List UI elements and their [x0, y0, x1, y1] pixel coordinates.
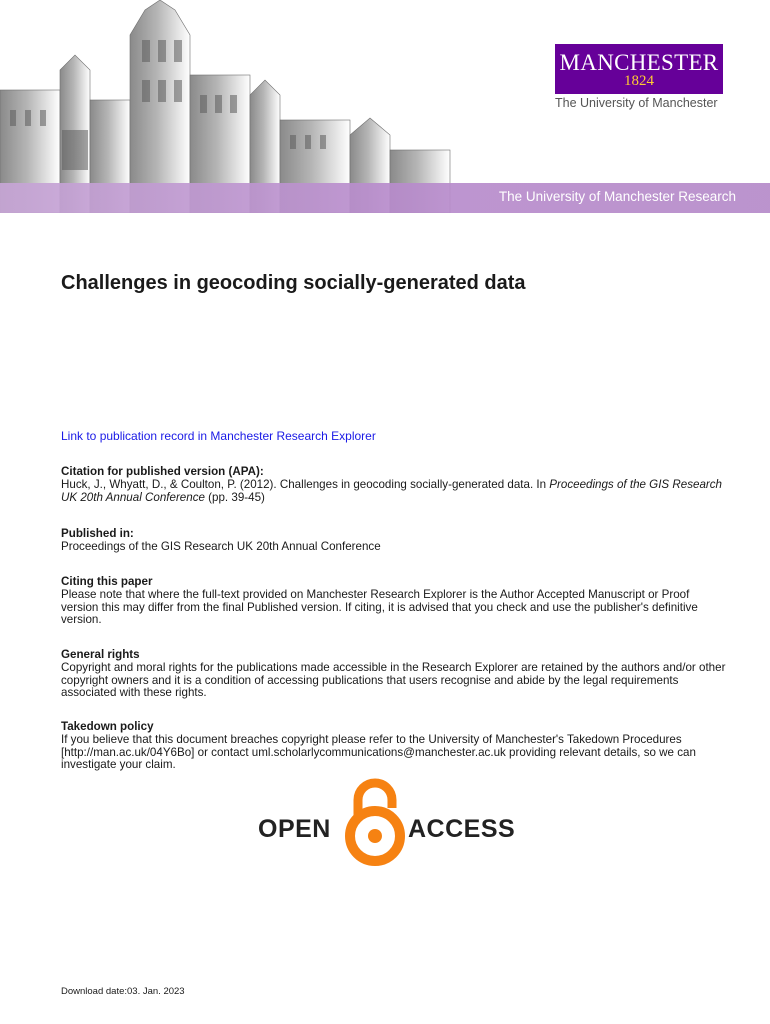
citing-text: Please note that where the full-text provided on Manchester Research Explorer is the Author Accepted Manuscript or Proof version this may differ from the final Published version. If citing, it is advised that you check and use the publisher's definitive version. [61, 587, 698, 627]
download-date: Download date:03. Jan. 2023 [61, 986, 185, 997]
takedown-text: If you believe that this document breaches copyright please refer to the University of Manchester's Takedown Procedures [http://man.ac.uk/04Y6Bo] or contact uml.scholarlycommunications@manchester.ac.uk providing relevant details, so we can investigate your claim. [61, 732, 696, 772]
publication-record-link[interactable]: Link to publication record in Manchester Research Explorer [61, 429, 376, 443]
logo-wordmark: MANCHESTER [559, 50, 719, 75]
citation-section [61, 466, 726, 504]
banner-title: The University of Manchester Research [498, 189, 736, 204]
citation-authors: Huck, J., Whyatt, D., & Coulton, P. (2012). Challenges in geocoding socially-generated data. In [61, 477, 550, 491]
takedown-heading: Takedown policy [61, 720, 154, 733]
open-word: OPEN [258, 815, 331, 843]
citation-pages: (pp. 39-45) [204, 490, 265, 504]
published-in-section [61, 528, 726, 554]
citation-text [61, 479, 726, 505]
published-in-heading: Published in: [61, 527, 134, 540]
open-access-lock-icon [342, 778, 408, 866]
logo-year: 1824 [624, 73, 654, 89]
university-name: The University of Manchester [555, 96, 718, 110]
general-rights-section [61, 649, 726, 700]
header-banner [0, 0, 770, 213]
general-rights-text: Copyright and moral rights for the publications made accessible in the Research Explorer are retained by the authors and/or other copyright owners and it is a condition of accessing publications that users recognise and abide by the legal requirements associated with these rights. [61, 660, 726, 700]
citation-heading: Citation for published version (APA): [61, 465, 264, 478]
manchester-logo [555, 44, 723, 94]
general-rights-heading: General rights [61, 648, 140, 661]
citation-proceedings: Proceedings of the GIS Research UK 20th Annual Conference [61, 477, 722, 504]
citing-section [61, 576, 726, 627]
published-in-text: Proceedings of the GIS Research UK 20th Annual Conference [61, 539, 381, 553]
document-title: Challenges in geocoding socially-generated data [61, 272, 526, 294]
open-access-logo [258, 778, 514, 866]
access-word: ACCESS [408, 815, 516, 843]
citing-heading: Citing this paper [61, 575, 153, 588]
takedown-section [61, 721, 726, 772]
